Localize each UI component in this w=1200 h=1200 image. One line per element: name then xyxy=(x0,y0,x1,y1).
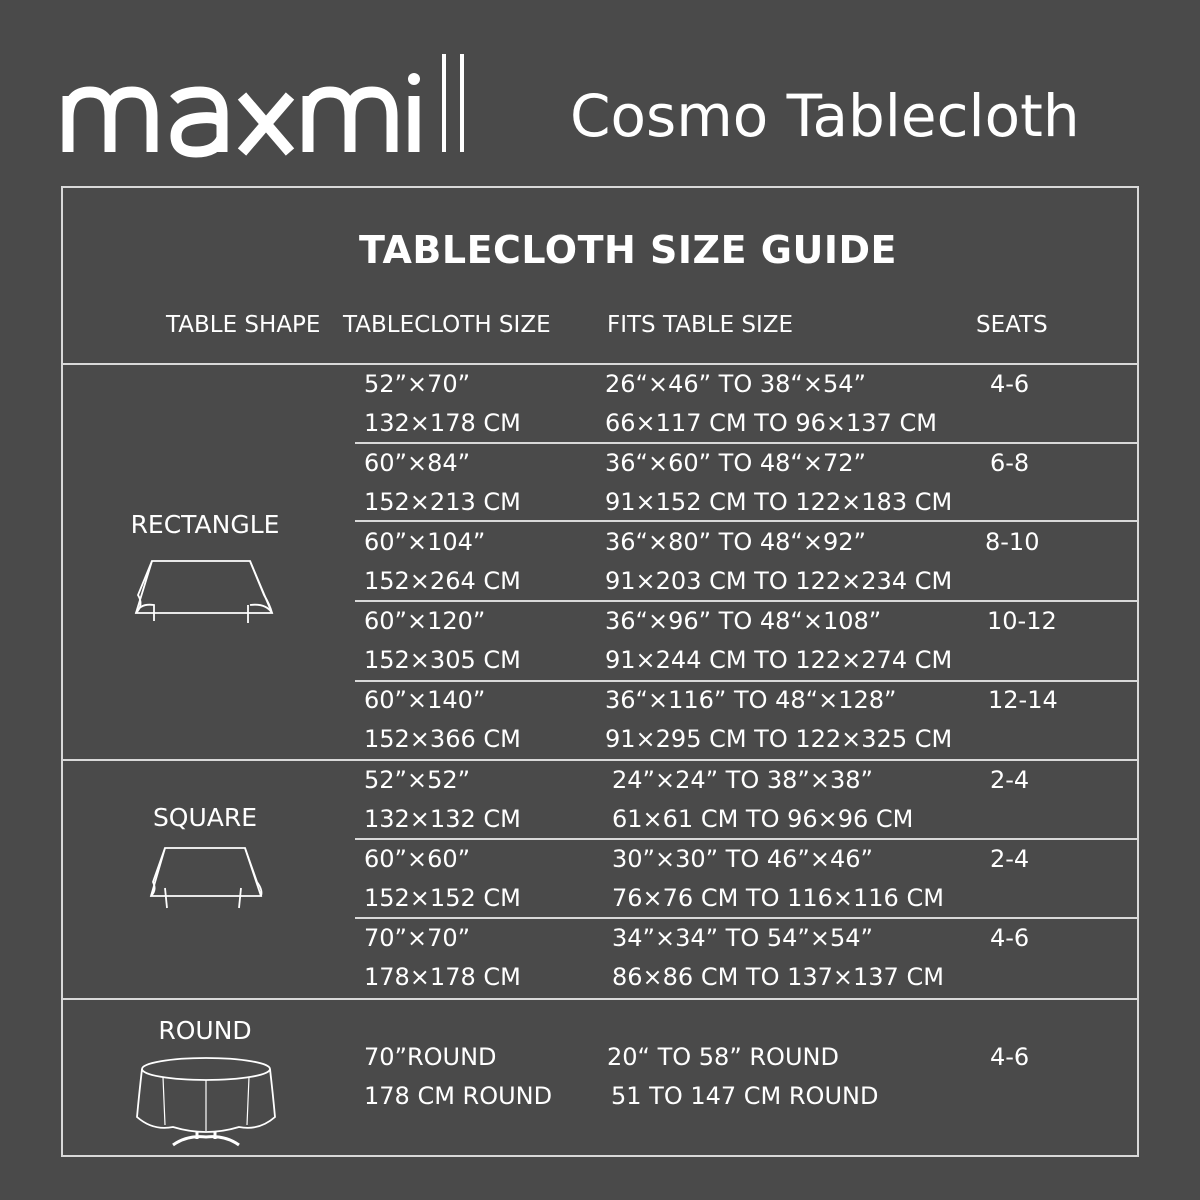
cloth-size-cm: 178×178 CM xyxy=(364,963,521,991)
cloth-size-cm: 178 CM ROUND xyxy=(364,1082,553,1110)
column-header-seats: SEATS xyxy=(976,312,1048,338)
cloth-size-cm: 152×152 CM xyxy=(364,884,521,912)
seats-value: 4-6 xyxy=(990,370,1030,398)
seats-value: 6-8 xyxy=(990,449,1030,477)
fits-size-cm: 91×203 CM TO 122×234 CM xyxy=(605,567,953,595)
cloth-size-cm: 132×178 CM xyxy=(364,409,521,437)
cloth-size-inches: 70”×70” xyxy=(364,924,471,952)
fits-size-inches: 24”×24” TO 38”×38” xyxy=(612,766,873,794)
cloth-size-cm: 152×264 CM xyxy=(364,567,521,595)
fits-size-cm: 91×244 CM TO 122×274 CM xyxy=(605,646,953,674)
row-divider xyxy=(355,600,1139,602)
cloth-size-inches: 60”×120” xyxy=(364,607,486,635)
row-divider xyxy=(355,680,1139,682)
fits-size-inches: 36“×60” TO 48“×72” xyxy=(605,449,866,477)
group-divider xyxy=(61,998,1139,1000)
fits-size-inches: 36“×116” TO 48“×128” xyxy=(605,686,897,714)
shape-label-round: ROUND xyxy=(158,1016,252,1045)
round-table-icon xyxy=(133,1055,279,1147)
fits-size-cm: 51 TO 147 CM ROUND xyxy=(611,1082,879,1110)
fits-size-inches: 26“×46” TO 38“×54” xyxy=(605,370,866,398)
cloth-size-inches: 70”ROUND xyxy=(364,1043,497,1071)
cloth-size-inches: 60”×84” xyxy=(364,449,471,477)
square-table-icon xyxy=(145,842,267,912)
seats-value: 8-10 xyxy=(985,528,1040,556)
seats-value: 4-6 xyxy=(990,924,1030,952)
row-divider xyxy=(355,838,1139,840)
fits-size-cm: 91×152 CM TO 122×183 CM xyxy=(605,488,953,516)
cloth-size-cm: 152×213 CM xyxy=(364,488,521,516)
seats-value: 12-14 xyxy=(988,686,1058,714)
rectangle-table-icon xyxy=(130,555,280,627)
fits-size-cm: 86×86 CM TO 137×137 CM xyxy=(612,963,944,991)
fits-size-inches: 36“×80” TO 48“×92” xyxy=(605,528,866,556)
fits-size-inches: 34”×34” TO 54”×54” xyxy=(612,924,873,952)
fits-size-cm: 91×295 CM TO 122×325 CM xyxy=(605,725,953,753)
seats-value: 10-12 xyxy=(987,607,1057,635)
fits-size-inches: 36“×96” TO 48“×108” xyxy=(605,607,882,635)
column-header-fits-table-size: FITS TABLE SIZE xyxy=(607,312,794,338)
cloth-size-cm: 152×366 CM xyxy=(364,725,521,753)
shape-label-rectangle: RECTANGLE xyxy=(130,510,280,539)
cloth-size-cm: 152×305 CM xyxy=(364,646,521,674)
fits-size-cm: 66×117 CM TO 96×137 CM xyxy=(605,409,937,437)
fits-size-inches: 20“ TO 58” ROUND xyxy=(607,1043,839,1071)
header-divider xyxy=(61,363,1139,365)
row-divider xyxy=(355,520,1139,522)
fits-size-cm: 76×76 CM TO 116×116 CM xyxy=(612,884,944,912)
seats-value: 4-6 xyxy=(990,1043,1030,1071)
page-title: Cosmo Tablecloth xyxy=(570,82,1080,150)
shape-label-square: SQUARE xyxy=(152,803,258,832)
column-header-tablecloth-size: TABLECLOTH SIZE xyxy=(343,312,551,338)
row-divider xyxy=(355,917,1139,919)
brand-logo xyxy=(58,46,488,158)
row-divider xyxy=(355,442,1139,444)
cloth-size-inches: 52”×52” xyxy=(364,766,471,794)
seats-value: 2-4 xyxy=(990,766,1030,794)
cloth-size-inches: 60”×104” xyxy=(364,528,486,556)
cloth-size-cm: 132×132 CM xyxy=(364,805,521,833)
group-divider xyxy=(61,759,1139,761)
cloth-size-inches: 60”×140” xyxy=(364,686,486,714)
fits-size-inches: 30”×30” TO 46”×46” xyxy=(612,845,873,873)
size-guide-title: TABLECLOTH SIZE GUIDE xyxy=(359,228,897,272)
seats-value: 2-4 xyxy=(990,845,1030,873)
cloth-size-inches: 60”×60” xyxy=(364,845,471,873)
column-header-table-shape: TABLE SHAPE xyxy=(166,312,321,338)
fits-size-cm: 61×61 CM TO 96×96 CM xyxy=(612,805,914,833)
cloth-size-inches: 52”×70” xyxy=(364,370,471,398)
